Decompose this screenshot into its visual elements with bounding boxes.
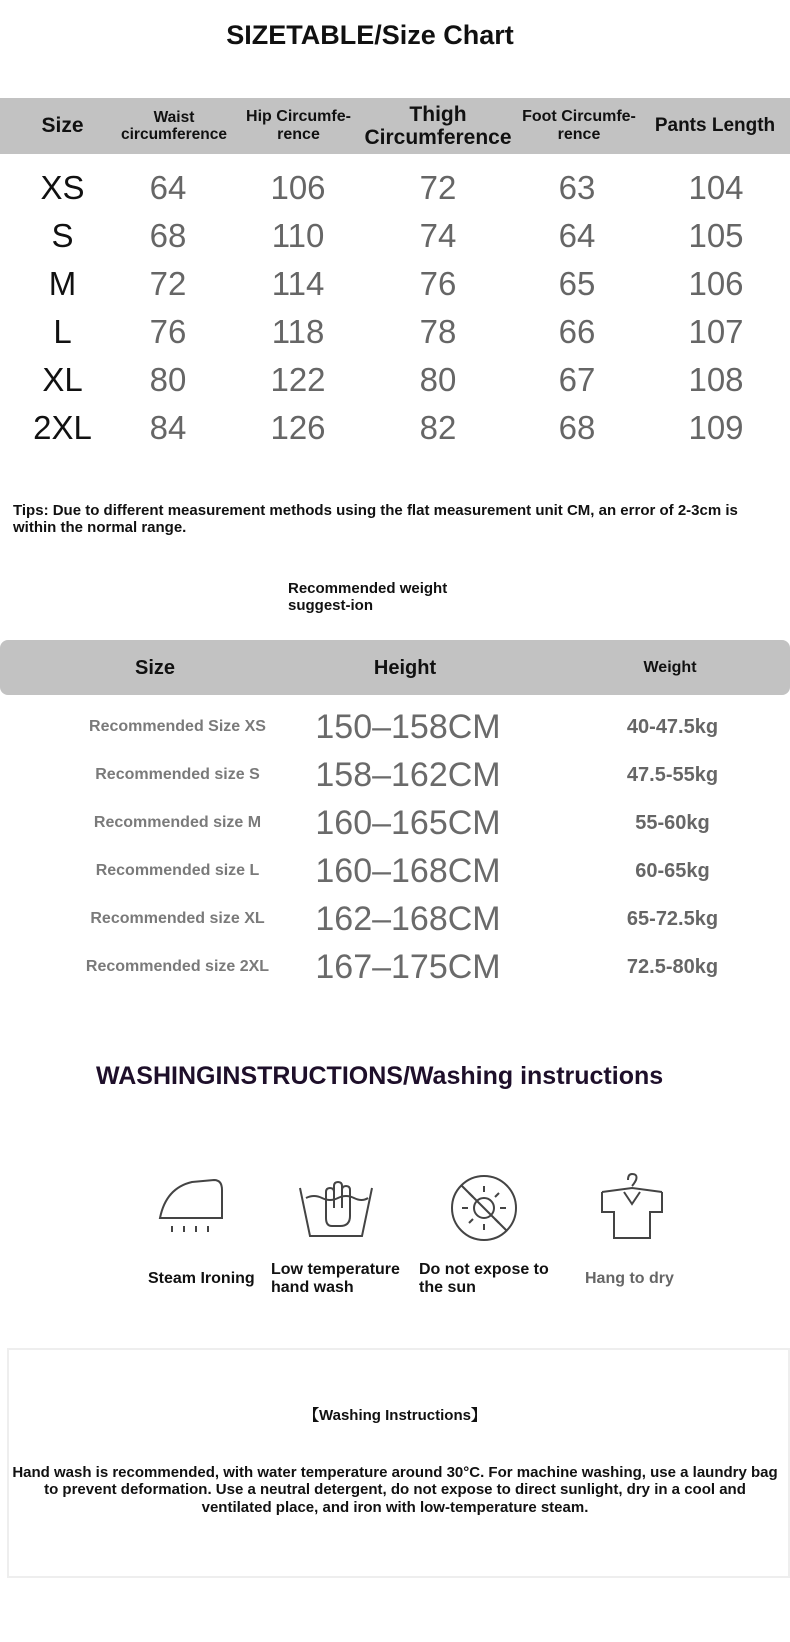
cell-foot: 63 xyxy=(558,169,596,206)
no-sun-icon xyxy=(444,1168,524,1248)
cell-waist: 68 xyxy=(149,217,187,254)
cell-size: Recommended size 2XL xyxy=(85,958,270,975)
hand-wash-icon xyxy=(296,1168,376,1248)
cell-hip: 118 xyxy=(271,313,325,350)
cell-weight: 60-65kg xyxy=(635,859,710,882)
cell-waist: 80 xyxy=(149,361,187,398)
cell-pants-length: 109 xyxy=(688,409,744,446)
cell-thigh: 80 xyxy=(419,361,457,398)
washing-title: WASHINGINSTRUCTIONS/Washing instructions xyxy=(96,1062,664,1090)
header-height: Height xyxy=(373,657,437,679)
cell-hip: 126 xyxy=(270,409,326,446)
cell-thigh: 76 xyxy=(419,265,457,302)
table-row xyxy=(0,214,790,258)
page-title: SIZETABLE/Size Chart xyxy=(226,20,514,50)
cell-height: 167–175CM xyxy=(315,947,501,986)
header-size: Size xyxy=(41,114,84,138)
cell-pants-length: 108 xyxy=(688,361,744,398)
cell-size: 2XL xyxy=(33,409,92,446)
table-row xyxy=(0,752,790,798)
cell-foot: 66 xyxy=(558,313,596,350)
table-row xyxy=(0,310,790,354)
cell-height: 160–168CM xyxy=(315,851,501,890)
table-row xyxy=(0,704,790,750)
header-foot: Foot Circumfe-rence xyxy=(522,108,636,143)
icon-label-no-sun: Do not expose to the sun xyxy=(419,1261,549,1296)
table-row xyxy=(0,166,790,210)
cell-weight: 47.5-55kg xyxy=(626,763,719,786)
cell-hip: 114 xyxy=(271,265,325,302)
cell-height: 160–165CM xyxy=(315,803,501,842)
table-row xyxy=(0,358,790,402)
cell-height: 162–168CM xyxy=(315,899,501,938)
cell-size: S xyxy=(51,217,74,254)
cell-pants-length: 106 xyxy=(688,265,744,302)
cell-size: L xyxy=(53,313,72,350)
cell-thigh: 78 xyxy=(419,313,457,350)
cell-size: Recommended Size XS xyxy=(89,718,266,735)
table-row xyxy=(0,896,790,942)
icon-label-steam-ironing: Steam Ironing xyxy=(148,1270,255,1287)
cell-weight: 72.5-80kg xyxy=(626,955,719,978)
measurement-tips: Tips: Due to different measurement methods using the flat measurement unit CM, an error of 2-3cm is within the normal range. xyxy=(13,502,738,537)
washing-instructions-box xyxy=(7,1348,790,1578)
weight-section-title: Recommended weight suggest-ion xyxy=(288,580,448,615)
cell-pants-length: 104 xyxy=(688,169,744,206)
cell-size: XS xyxy=(40,169,85,206)
steam-iron-icon xyxy=(152,1168,232,1248)
size-table-header xyxy=(0,98,790,154)
table-row xyxy=(0,848,790,894)
cell-size: Recommended size S xyxy=(95,766,260,783)
cell-weight: 40-47.5kg xyxy=(626,715,719,738)
cell-size: Recommended size XL xyxy=(90,910,265,927)
header-pants-length: Pants Length xyxy=(654,114,776,136)
cell-hip: 106 xyxy=(270,169,326,206)
table-row xyxy=(0,800,790,846)
table-row xyxy=(0,944,790,990)
table-row xyxy=(0,406,790,450)
cell-pants-length: 107 xyxy=(688,313,744,350)
cell-height: 158–162CM xyxy=(315,755,501,794)
cell-size: Recommended size L xyxy=(95,862,260,879)
icon-label-hand-wash: Low temperature hand wash xyxy=(271,1261,400,1296)
cell-hip: 110 xyxy=(271,217,325,254)
cell-waist: 64 xyxy=(149,169,187,206)
cell-size: XL xyxy=(42,361,83,398)
header-weight: Weight xyxy=(643,659,697,677)
cell-weight: 55-60kg xyxy=(635,811,710,834)
icon-label-hang-dry: Hang to dry xyxy=(585,1270,674,1287)
header-thigh: Thigh Circumference xyxy=(364,102,512,149)
washing-box-title: 【Washing Instructions】 xyxy=(304,1407,486,1424)
cell-hip: 122 xyxy=(270,361,326,398)
washing-box-body: Hand wash is recommended, with water temperature around 30°C. For machine washing, use a laundry bag to prevent deformation. Use a neutral detergent, do not expose to direct sunlight, dry in a cool and ventilated place, and iron with low-temperature steam. xyxy=(12,1464,778,1516)
cell-waist: 72 xyxy=(149,265,187,302)
table-row xyxy=(0,262,790,306)
header-hip: Hip Circumfe-rence xyxy=(246,108,351,143)
cell-thigh: 72 xyxy=(419,169,457,206)
cell-pants-length: 105 xyxy=(688,217,744,254)
cell-foot: 65 xyxy=(558,265,596,302)
weight-table-header xyxy=(0,640,790,695)
header-waist: Waist circumference xyxy=(121,108,227,143)
cell-thigh: 74 xyxy=(419,217,457,254)
cell-height: 150–158CM xyxy=(315,707,501,746)
cell-size: M xyxy=(48,265,77,302)
cell-weight: 65-72.5kg xyxy=(626,907,719,930)
cell-waist: 76 xyxy=(149,313,187,350)
header-size: Size xyxy=(134,657,176,679)
cell-waist: 84 xyxy=(149,409,187,446)
cell-foot: 67 xyxy=(558,361,596,398)
cell-size: Recommended size M xyxy=(93,814,262,831)
hang-dry-icon xyxy=(592,1168,672,1248)
cell-foot: 64 xyxy=(558,217,596,254)
cell-foot: 68 xyxy=(558,409,596,446)
cell-thigh: 82 xyxy=(419,409,457,446)
